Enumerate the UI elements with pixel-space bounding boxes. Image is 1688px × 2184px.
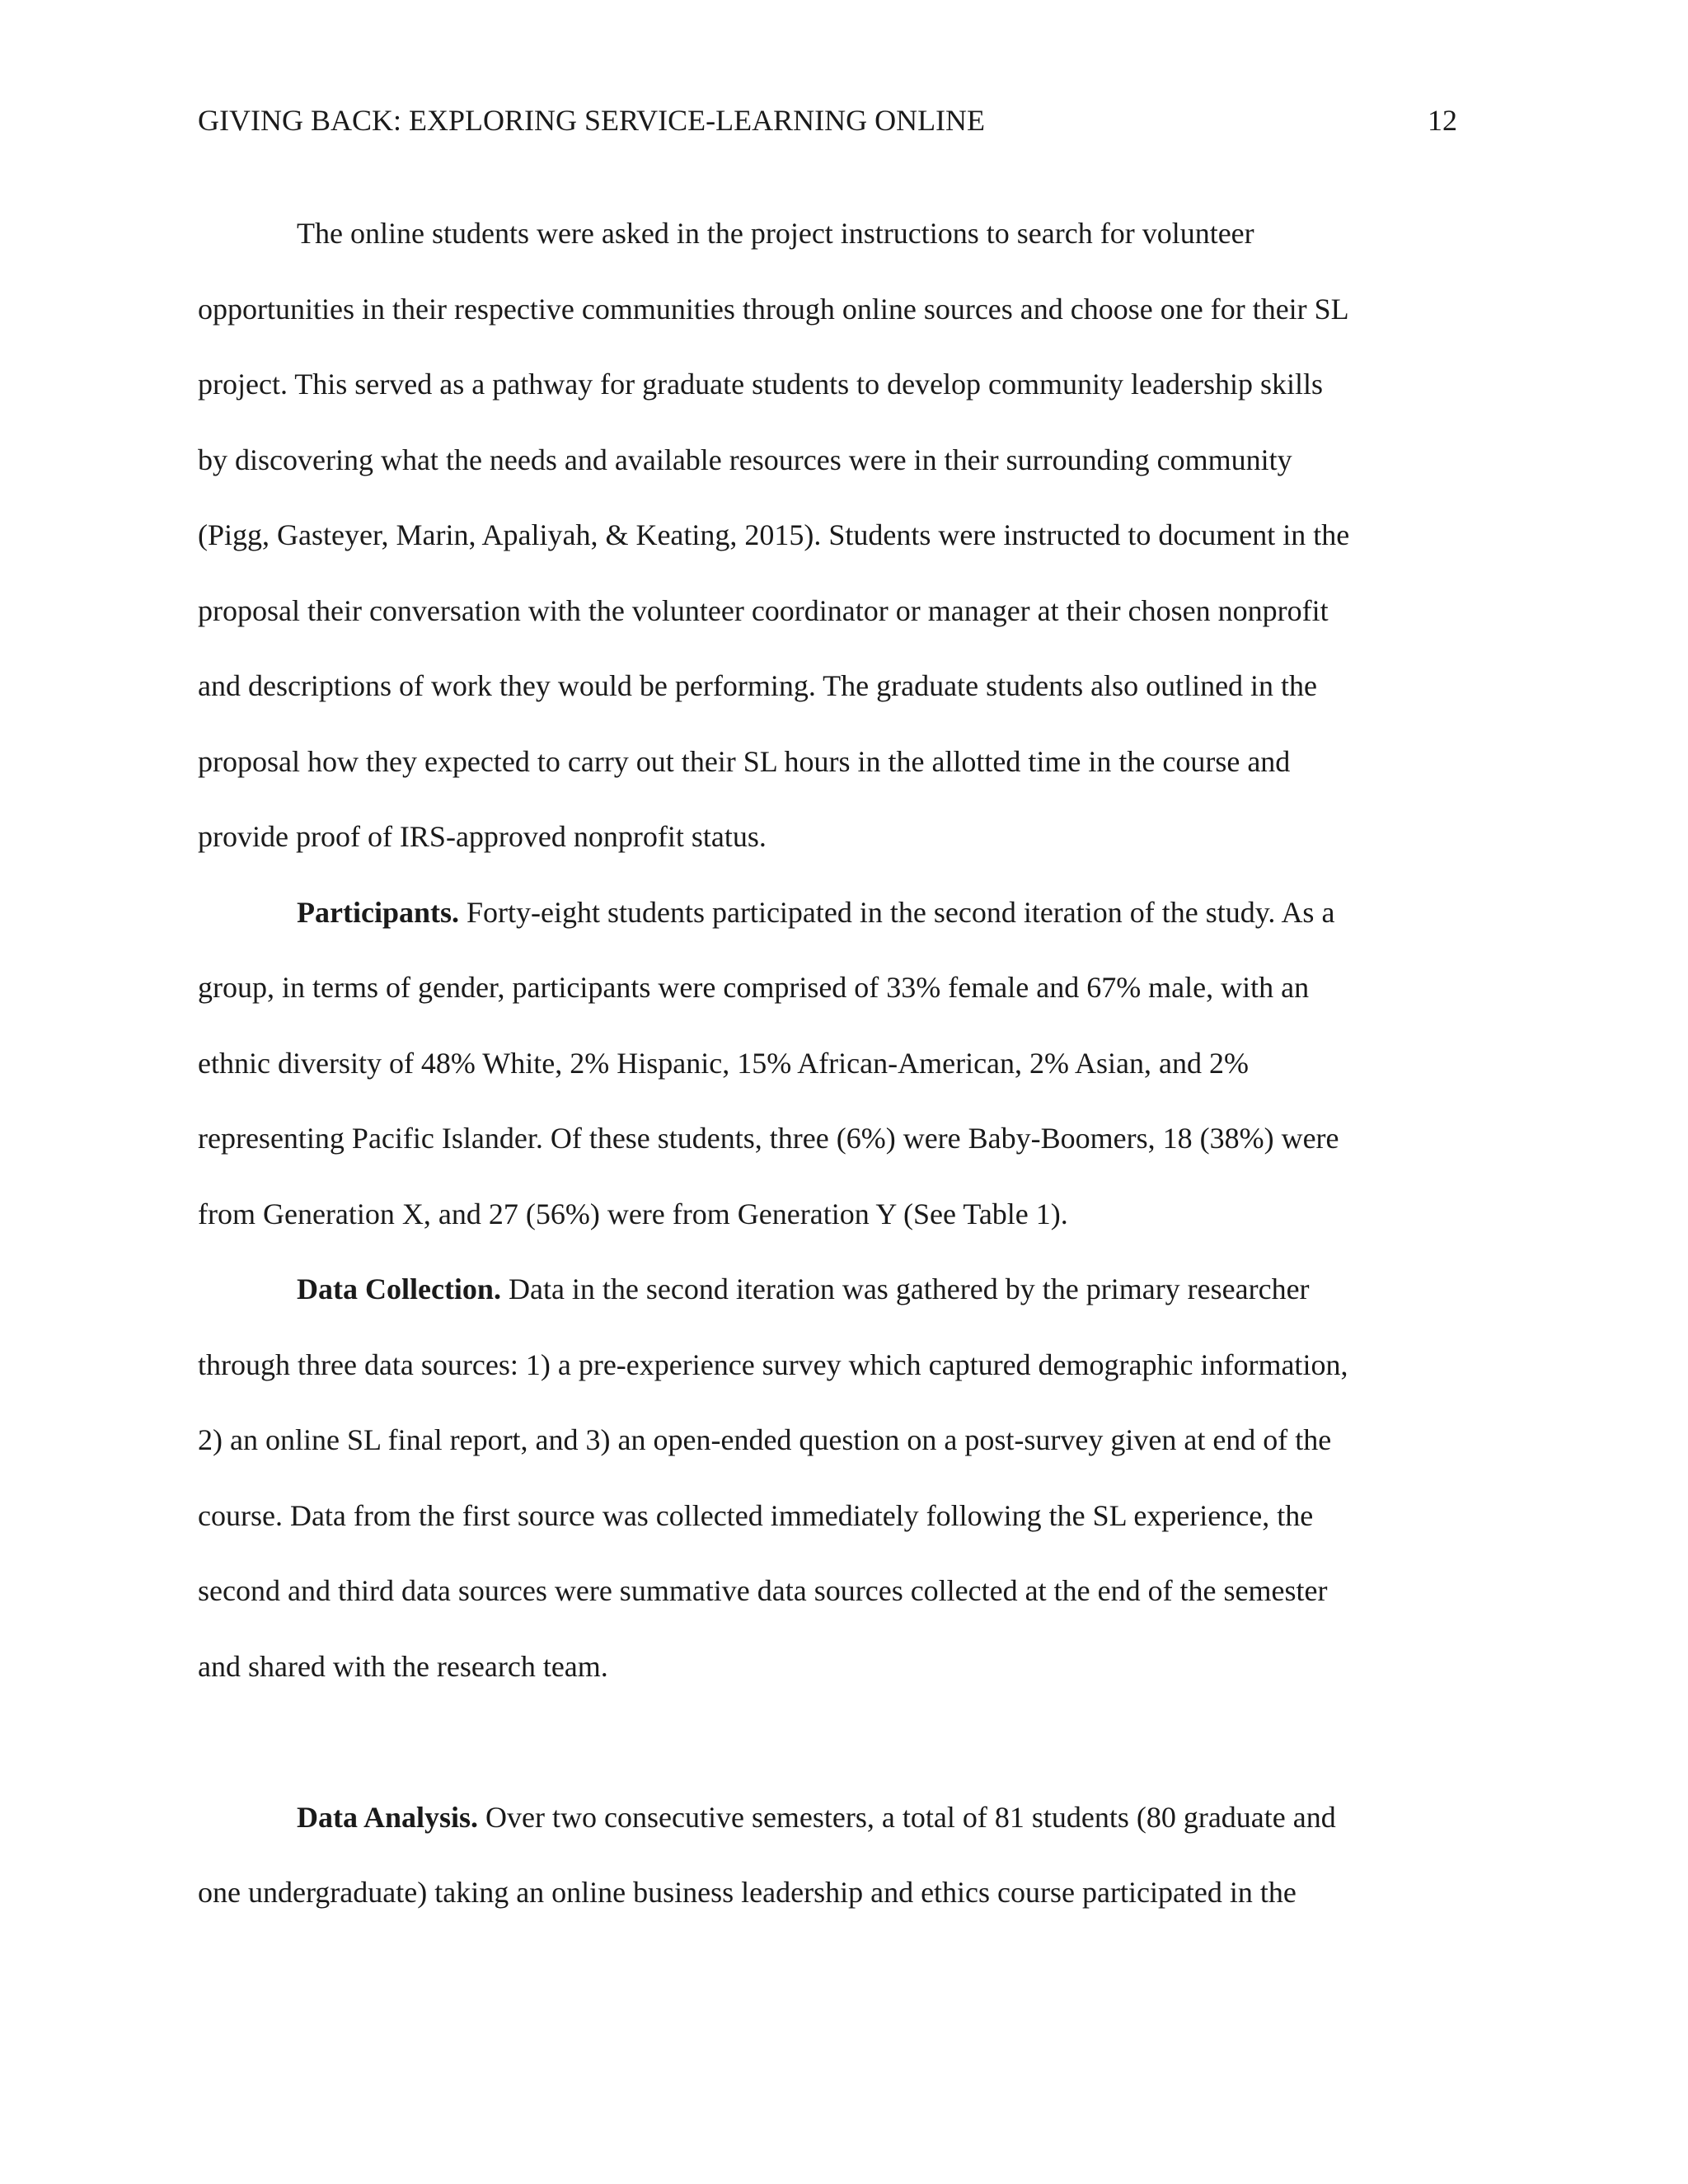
paragraph-project-instructions	[198, 196, 1484, 875]
paragraph-participants	[198, 875, 1484, 1253]
section-heading-participants: Participants.	[297, 895, 459, 929]
paragraph-text: The online students were asked in the project instructions to search for volunteer opportunities in their respective communities through online sources and choose one for their SL project. This served as a pathway for graduate students to develop community leadership skills by discovering what the needs and available resources were in their surrounding community (Pigg, Gasteyer, Marin, Apaliyah, & Keating, 2015). Students were instructed to document in the proposal their conversation with the volunteer coordinator or manager at their chosen nonprofit and descriptions of work they would be performing. The graduate students also outlined in the proposal how they expected to carry out their SL hours in the allotted time in the course and provide proof of IRS-approved nonprofit status.	[198, 217, 1350, 853]
paragraph-text: Over two consecutive semesters, a total of 81 students (80 graduate and one undergraduate) taking an online business leadership and ethics course participated in the	[198, 1800, 1336, 1909]
page-number: 12	[1428, 104, 1457, 137]
document-body	[198, 196, 1484, 1931]
section-heading-data-collection: Data Collection.	[297, 1272, 501, 1305]
running-title: GIVING BACK: EXPLORING SERVICE-LEARNING ONLINE	[198, 104, 986, 137]
paragraph-data-analysis	[198, 1780, 1484, 1931]
paragraph-data-collection	[198, 1252, 1484, 1704]
paragraph-text: Forty-eight students participated in the second iteration of the study. As a group, in terms of gender, participants were comprised of 33% female and 67% male, with an ethnic diversity of 48% White, 2% Hispanic, 15% African-American, 2% Asian, and 2% representing Pacific Islander. Of these students, three (6%) were Baby-Boomers, 18 (38%) were from Generation X, and 27 (56%) were from Generation Y (See Table 1).	[198, 895, 1339, 1230]
blank-line	[198, 1704, 1484, 1780]
section-heading-data-analysis: Data Analysis.	[297, 1800, 479, 1834]
paragraph-text: Data in the second iteration was gathered by the primary researcher through three data sources: 1) a pre-experience survey which captured demographic information, 2) an online SL final report, and 3) an open-ended question on a post-survey given at end of the course. Data from the first source was collected immediately following the SL experience, the second and third data sources were summative data sources collected at the end of the semester and shared with the research team.	[198, 1272, 1348, 1683]
